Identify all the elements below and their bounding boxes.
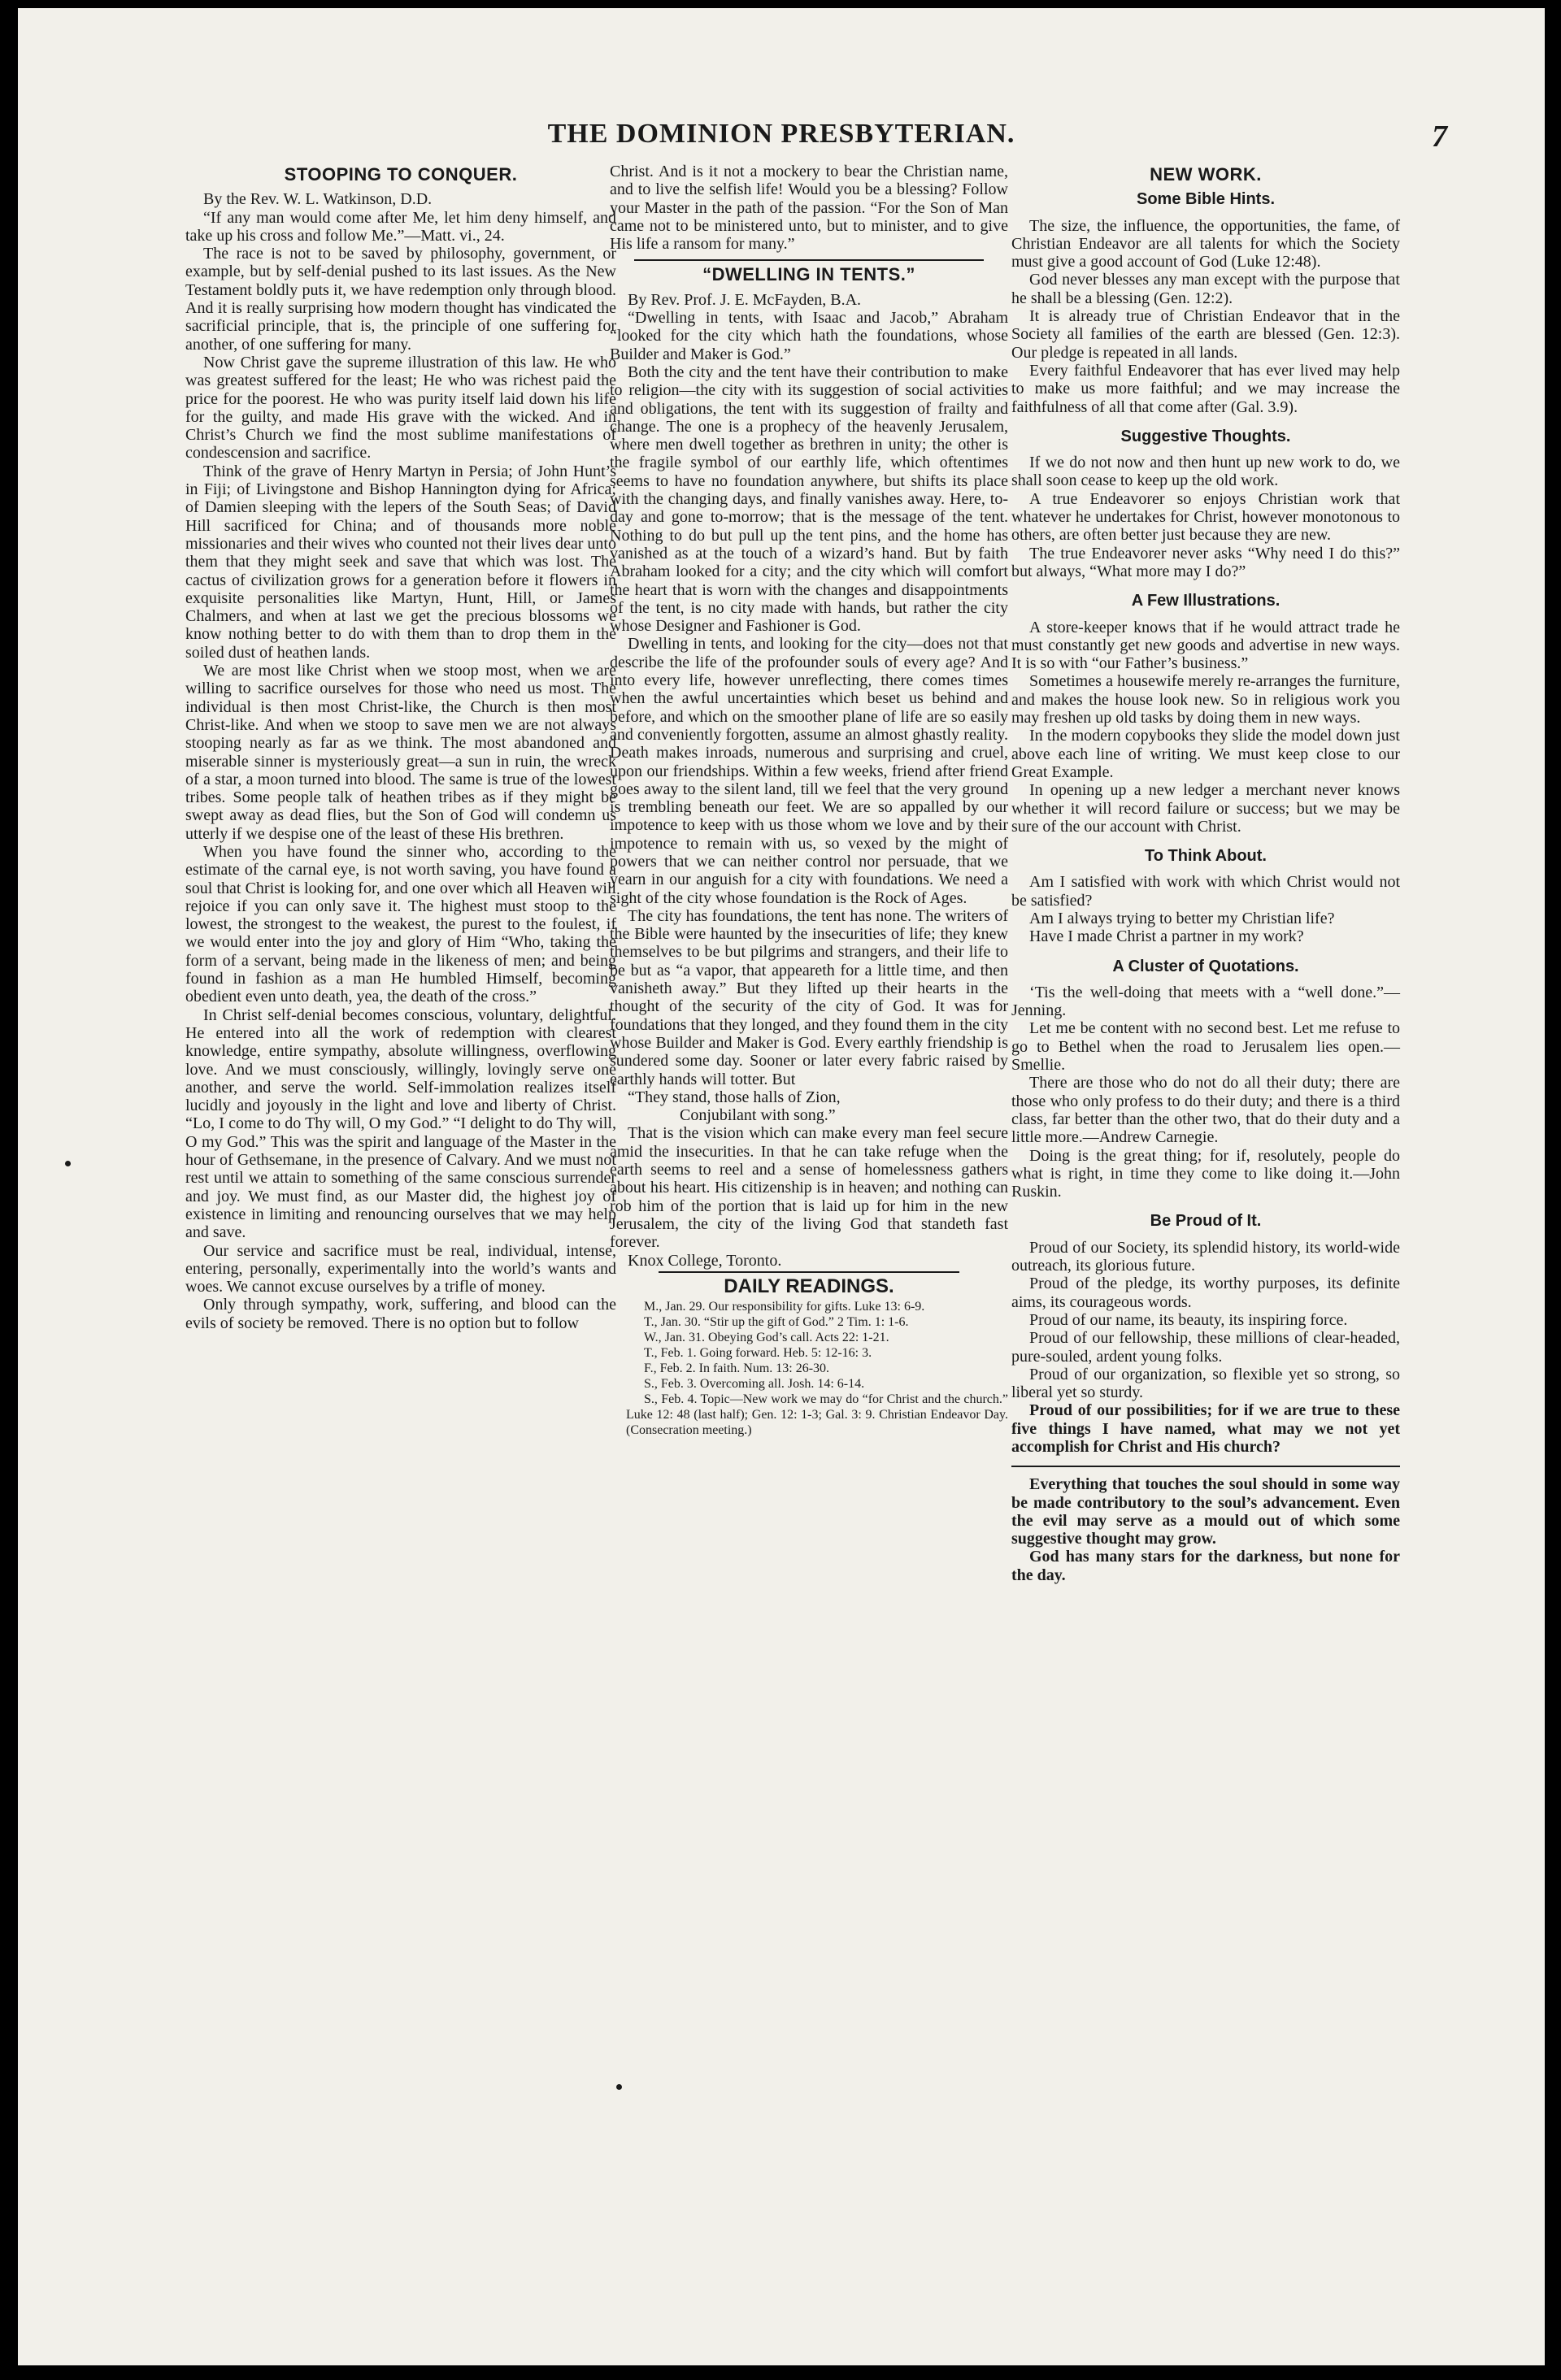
reading-item: T., Jan. 30. “Stir up the gift of God.” 2 Tim. 1: 1-6. bbox=[644, 1315, 909, 1330]
reading-item: S., Feb. 3. Overcoming all. Josh. 14: 6-14. bbox=[644, 1377, 865, 1392]
section-paragraph: Have I made Christ a partner in my work? bbox=[1029, 927, 1304, 946]
article-paragraph: That is the vision which can make every man feel secure amid the insecurities. In that he can take refuge when the earth seems to reel and a sense of homelessness gathers about his heart. His citizenship is in heaven; and nothing can rob him of the portion that is laid up for him in the new Jerusalem, the city of the living God that standeth fast forever. bbox=[610, 1124, 1008, 1252]
section-heading: Suggestive Thoughts. bbox=[1120, 427, 1291, 445]
poem-line: “They stand, those halls of Zion, bbox=[628, 1088, 841, 1106]
divider bbox=[1011, 1466, 1400, 1467]
section-paragraph: Proud of our Society, its splendid history, its world-wide outreach, its glorious future. bbox=[1011, 1238, 1400, 1275]
divider bbox=[659, 1271, 959, 1273]
article-paragraph: Our service and sacrifice must be real, individual, intense, entering, personally, experimentally into the world’s wants and woes. We cannot excuse ourselves by a trifle of money. bbox=[185, 1241, 616, 1296]
closing-paragraph: Everything that touches the soul should in some way be made contributory to the soul’s advancement. Even the evil may serve as a mould out of which some suggestive thought may grow. bbox=[1011, 1475, 1400, 1548]
section-paragraph: Am I always trying to better my Christian life? bbox=[1029, 909, 1335, 927]
section-heading: A Cluster of Quotations. bbox=[1112, 957, 1299, 975]
article-paragraph: The race is not to be saved by philosophy, government, or example, but by self-denial pushed to its last issues. As the New Testament boldly puts it, we have redemption only through blood. And it is really surprising how modern thought has vindicated the sacrificial principle, that is, the principle of one suffering for another, of one suffering for many. bbox=[185, 245, 616, 354]
section-paragraph: Let me be content with no second best. Let me refuse to go to Bethel when the road to Jerusalem lies open.—Smellie. bbox=[1011, 1019, 1400, 1075]
column-left bbox=[185, 163, 616, 1332]
article-paragraph: Both the city and the tent have their contribution to make to religion—the city with its suggestion of social activities and obligations, the tent with its suggestion of frailty and change. The one is a prophecy of the heavenly Jerusalem, where men dwell together as brethren in unity; the other is the fragile symbol of our earthly life, which oftentimes seems to have no foundation anywhere, but shifts its place with the changing days, and finally vanishes away. Here, to-day and gone to-morrow; that is the message of the tent. Nothing to do but pull up the tent pins, and the home has vanished as at the touch of a wizard’s hand. But by faith Abraham looked for a city; and the city which will comfort the heart that is worn with the changes and disappointments of the tent, is no city made with hands, but rather the city whose Designer and Fashioner is God. bbox=[610, 363, 1008, 636]
print-speck bbox=[65, 1161, 71, 1166]
reading-item: T., Feb. 1. Going forward. Heb. 5: 12-16: 3. bbox=[644, 1346, 872, 1361]
newspaper-title: THE DOMINION PRESBYTERIAN. bbox=[547, 119, 1015, 149]
section-paragraph: God never blesses any man except with the purpose that he shall be a blessing (Gen. 12:2). bbox=[1011, 271, 1400, 307]
section-paragraph: Every faithful Endeavorer that has ever lived may help to make us more faithful; and we may increase the faithfulness of all that come after (Gal. 3.9). bbox=[1011, 361, 1400, 416]
reading-item: M., Jan. 29. Our responsibility for gifts. Luke 13: 6-9. bbox=[644, 1300, 925, 1314]
readings-heading: DAILY READINGS. bbox=[724, 1275, 894, 1297]
article-paragraph: When you have found the sinner who, according to the estimate of the carnal eye, is not worth saving, you have found a soul that Christ is looking for, and one over which all Heaven will rejoice if you can only save it. The highest must stoop to the lowest, the strongest to the weakest, the purest to the foulest, if we would enter into the joy and glory of Him “Who, taking the form of a servant, being made in the likeness of men; and being found in fashion as a man He humbled Himself, becoming obedient even unto death, yea, the death of the cross.” bbox=[185, 842, 616, 1006]
article-epigraph: “If any man would come after Me, let him deny himself, and take up his cross and follow Me.”—Matt. vi., 24. bbox=[185, 208, 616, 245]
article-paragraph: We are most like Christ when we stoop most, when we are willing to sacrifice ourselves for those who need us most. The individual is then most Christ-like, the Church is then most Christ-like. And when we stoop to save men we are not always stooping nearly as far as we think. The most abandoned and miserable sinner is mysteriously great—a sun in ruin, the wreck of a star, a moon turned into blood. The same is true of the lowest tribes. Some people talk of heathen tribes as if they might be swept away as dead flies, but the Son of God will condemn us utterly if we despise one of the least of these His brethren. bbox=[185, 662, 616, 843]
section-paragraph: There are those who do not do all their duty; there are those who only profess to do their duty; and there is a third class, far better than the other two, that do their duty and a little more.—Andrew Carnegie. bbox=[1011, 1074, 1400, 1147]
section-heading: Some Bible Hints. bbox=[1136, 190, 1276, 209]
section-paragraph: ‘Tis the well-doing that meets with a “well done.”—Jenning. bbox=[1011, 983, 1400, 1020]
article-paragraph: In Christ self-denial becomes conscious, voluntary, delightful. He entered into all the work of redemption with clearest knowledge, entire sympathy, absolute willingness, overflowing love. And we must consciously, willingly, lovingly serve one another, and serve the world. Self-immolation realizes itself lucidly and joyously in the light and love and liberty of Christ. “Lo, I come to do Thy will, O my God.” “I delight to do Thy will, O my God.” This was the spirit and language of the Master in the hour of Gethsemane, in the presence of Calvary. And we must not rest until we attain to something of the same conscious surrender and joy. We must find, as our Master did, the highest joy of existence in limiting and renouncing ourselves that we may help and save. bbox=[185, 1005, 616, 1242]
section-paragraph: Proud of our name, its beauty, its inspiring force. bbox=[1029, 1310, 1348, 1329]
reading-item: F., Feb. 2. In faith. Num. 13: 26-30. bbox=[644, 1362, 830, 1376]
section-paragraph: Proud of the pledge, its worthy purposes, its definite aims, its courageous words. bbox=[1011, 1275, 1400, 1311]
article-heading: “DWELLING IN TENTS.” bbox=[702, 264, 915, 285]
section-paragraph: If we do not now and then hunt up new work to do, we shall soon cease to keep up the old work. bbox=[1011, 454, 1400, 490]
section-paragraph: In opening up a new ledger a merchant never knows whether it will record failure or success; but we may be sure of the our account with Christ. bbox=[1011, 781, 1400, 836]
section-heading: Be Proud of It. bbox=[1150, 1212, 1262, 1231]
article-paragraph: Think of the grave of Henry Martyn in Persia; of John Hunt’s in Fiji; of Livingstone and Bishop Hannington dying for Africa; of Damien sleeping with the lepers of the South Seas; of David Hill sacrificed for China; and of thousands more noble missionaries and their wives who counted not their lives dear unto them that they might seek and save that which was lost. The cactus of civilization grows for a generation before it flowers in exquisite personalities like Martyn, Hunt, Hill, or James Chalmers, and when at last we get the precious blossoms we know nothing better to do with them than to drop them in the soiled dust of heathen lands. bbox=[185, 462, 616, 662]
section-paragraph: Proud of our fellowship, these millions of clear-headed, pure-souled, ardent young folks. bbox=[1011, 1329, 1400, 1366]
divider bbox=[634, 259, 984, 261]
column-right bbox=[1011, 163, 1400, 1584]
section-paragraph: Proud of our possibilities; for if we are true to these five things I have named, what may we not yet accomplish for Christ and His church? bbox=[1011, 1401, 1400, 1456]
page-number: 7 bbox=[1432, 119, 1447, 154]
section-paragraph: Proud of our organization, so flexible yet so strong, so liberal yet so sturdy. bbox=[1011, 1365, 1400, 1402]
section-paragraph: Sometimes a housewife merely re-arranges the furniture, and makes the house look new. So in religious work you may freshen up old tasks by doing them in new ways. bbox=[1011, 672, 1400, 727]
section-paragraph: A true Endeavorer so enjoys Christian work that whatever he undertakes for Christ, however monotonous to others, are often better just because they are new. bbox=[1011, 489, 1400, 545]
column-middle bbox=[610, 163, 1008, 1438]
poem-line: Conjubilant with song.” bbox=[680, 1106, 836, 1125]
article-paragraph: The city has foundations, the tent has none. The writers of the Bible were haunted by the insecurities of life; they knew themselves to be but pilgrims and strangers, and their life to be but as “a vapor, that appeareth for a little time, and then vanisheth away.” But they lifted up their hearts in the thought of the security of the city of God. It was for foundations that they longed, and they found them in the city whose Builder and Maker is God. Every earthly friendship is sundered some day. Sooner or later every fabric raised by earthly hands will totter. But bbox=[610, 906, 1008, 1088]
section-paragraph: Am I satisfied with work with which Christ would not be satisfied? bbox=[1011, 873, 1400, 910]
section-heading: To Think About. bbox=[1145, 847, 1267, 866]
section-paragraph: Doing is the great thing; for if, resolutely, people do what is right, in time they come to like doing it.—John Ruskin. bbox=[1011, 1146, 1400, 1201]
article-signoff: Knox College, Toronto. bbox=[628, 1251, 782, 1270]
print-speck bbox=[616, 2084, 622, 2090]
masthead bbox=[18, 119, 1545, 156]
article-paragraph: Dwelling in tents, and looking for the city—does not that describe the life of the profounder souls of every age? And into every life, however unreflecting, there comes times when the awful uncertainties which beset us behind and before, and which on the smoother plane of life are so easily and conveniently forgotten, assume an almost ghastly reality. Death makes inroads, numerous and surprising and cruel, upon our friendships. Within a few weeks, friend after friend goes away to the silent land, till we feel that the very ground is trembling beneath our feet. We are so appalled by our impotence to keep with us those whom we love and by their impotence to remain with us, so vexed by the might of powers that we can neither control nor persuade, that we yearn in our anguish for a city with foundations. We need a sight of the city whose foundation is the Rock of Ages. bbox=[610, 635, 1008, 907]
article-paragraph: Now Christ gave the supreme illustration of this law. He who was greatest suffered for the least; He who was richest paid the price for the poorest. He who was purity itself laid down his life for the guilty, and made His grave with the wicked. And in Christ’s Church we find the most sublime manifestations of condescension and sacrifice. bbox=[185, 353, 616, 463]
article-paragraph: “Dwelling in tents, with Isaac and Jacob,” Abraham “looked for the city which hath the foundations, whose Builder and Maker is God.” bbox=[610, 309, 1008, 363]
reading-item: W., Jan. 31. Obeying God’s call. Acts 22: 1-21. bbox=[644, 1331, 889, 1345]
reading-item: S., Feb. 4. Topic—New work we may do “for Christ and the church.” Luke 12: 48 (last half); Gen. 12: 1-3; Gal. 3: 9. Christian Endeavor Day. (Consecration meeting.) bbox=[626, 1392, 1008, 1438]
newspaper-page bbox=[18, 8, 1545, 2365]
section-paragraph: In the modern copybooks they slide the model down just above each line of writing. We must keep close to our Great Example. bbox=[1011, 727, 1400, 781]
section-paragraph: A store-keeper knows that if he would attract trade he must constantly get new goods and advertise in new ways. It is so with “our Father’s business.” bbox=[1011, 618, 1400, 673]
article-paragraph: Only through sympathy, work, suffering, and blood can the evils of society be removed. There is no option but to follow bbox=[185, 1296, 616, 1332]
section-heading: A Few Illustrations. bbox=[1131, 592, 1281, 610]
article-heading: NEW WORK. bbox=[1150, 164, 1262, 185]
section-paragraph: It is already true of Christian Endeavor that in the Society all families of the earth are blessed (Gen. 12:3). Our pledge is repeated in all lands. bbox=[1011, 307, 1400, 362]
article-byline: By Rev. Prof. J. E. McFayden, B.A. bbox=[628, 290, 862, 309]
closing-paragraph: God has many stars for the darkness, but none for the day. bbox=[1011, 1548, 1400, 1584]
section-paragraph: The size, the influence, the opportunities, the fame, of Christian Endeavor are all talents for which the Society must give a good account of God (Luke 12:48). bbox=[1011, 216, 1400, 271]
article-heading: STOOPING TO CONQUER. bbox=[284, 164, 518, 185]
section-paragraph: The true Endeavorer never asks “Why need I do this?” but always, “What more may I do?” bbox=[1011, 544, 1400, 580]
article-byline: By the Rev. W. L. Watkinson, D.D. bbox=[203, 190, 433, 209]
article-continuation: Christ. And is it not a mockery to bear the Christian name, and to live the selfish life! Would you be a blessing? Follow your Master in the path of the passion. “For the Son of Man came not to be ministered unto, but to minister, and to give His life a ransom for many.” bbox=[610, 163, 1008, 254]
